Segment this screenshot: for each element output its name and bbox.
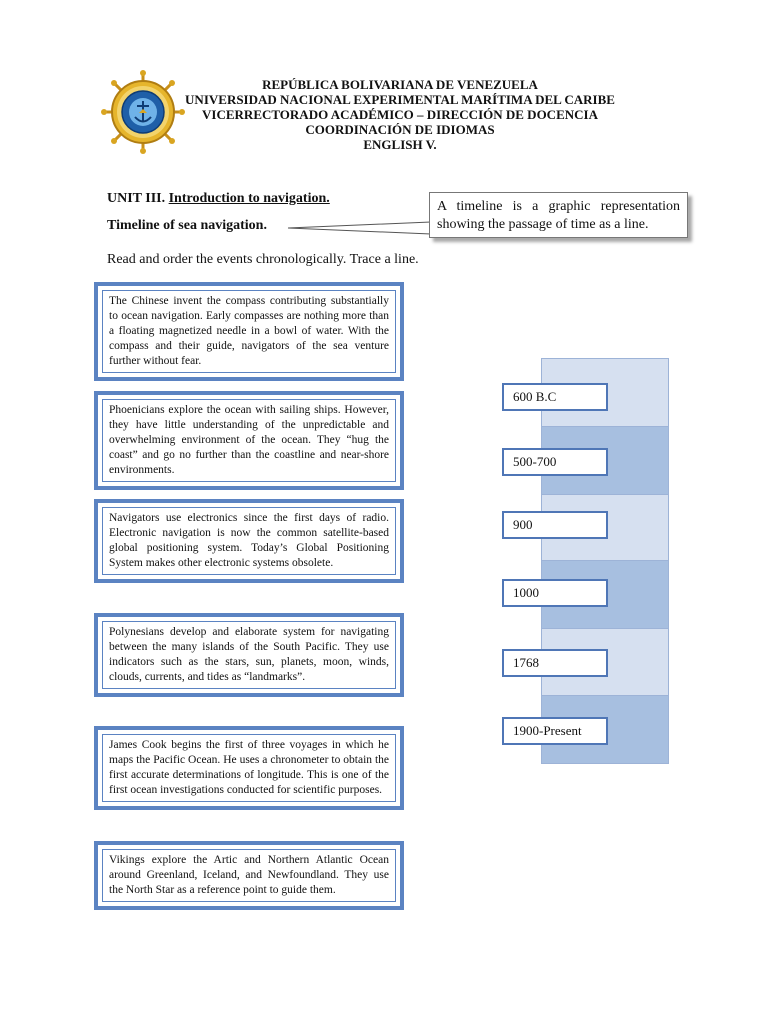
event-box-phoenicians — [94, 391, 404, 490]
event-box-polynesians — [94, 613, 404, 697]
date-label-600bc[interactable]: 600 B.C — [502, 383, 608, 411]
unit-heading — [107, 191, 330, 207]
event-text: Polynesians develop and elaborate system for navigating between the many islands of the South Pacific. They use indicators such as the stars, sun, planets, moon, winds, clouds, currents, and tides as “landmarks”. — [102, 621, 396, 689]
date-label-900[interactable]: 900 — [502, 511, 608, 539]
header-line-course: ENGLISH V. — [363, 137, 437, 152]
event-text: James Cook begins the first of three voyages in which he maps the Pacific Ocean. He uses a chronometer to obtain the first accurate determinations of longitude. This is one of the first ocean investigations conducted for scientific purposes. — [102, 734, 396, 802]
event-box-electronics — [94, 499, 404, 583]
header-line-coordination: COORDINACIÓN DE IDIOMAS — [305, 122, 495, 137]
event-text: The Chinese invent the compass contributing substantially to ocean navigation. Early compasses are nothing more than a floating magnetized needle in a bowl of water. With the compass and their guide, navigators of the sea venture further without fear. — [102, 290, 396, 373]
callout-text: A timeline is a graphic representation showing the passage of time as a line. — [437, 199, 680, 232]
unit-title: Introduction to navigation. — [168, 191, 330, 206]
definition-callout — [429, 192, 688, 238]
event-box-vikings — [94, 841, 404, 910]
event-text: Vikings explore the Artic and Northern Atlantic Ocean around Greenland, Iceland, and Newfoundland. They use the North Star as a reference point to guide them. — [102, 849, 396, 902]
unit-number: UNIT III. — [107, 191, 166, 206]
event-text: Phoenicians explore the ocean with sailing ships. However, they have little understanding of the unpredictable and overwhelming environment of the ocean. They “hug the coast” and go no further than the coastline and near-shore environments. — [102, 399, 396, 482]
date-label-500-700[interactable]: 500-700 — [502, 448, 608, 476]
timeline-subtitle: Timeline of sea navigation. — [107, 218, 267, 233]
header-line-vice-rectorate: VICERRECTORADO ACADÉMICO – DIRECCIÓN DE DOCENCIA — [202, 107, 598, 122]
event-text: Navigators use electronics since the first days of radio. Electronic navigation is now the common satellite-based global positioning system. Today’s Global Positioning System makes other electronic systems obsolete. — [102, 507, 396, 575]
callout-pointer — [286, 216, 432, 240]
date-label-1768[interactable]: 1768 — [502, 649, 608, 677]
header-line-country: REPÚBLICA BOLIVARIANA DE VENEZUELA — [262, 77, 538, 92]
header-line-university: UNIVERSIDAD NACIONAL EXPERIMENTAL MARÍTIMA DEL CARIBE — [185, 92, 615, 107]
date-label-1000[interactable]: 1000 — [502, 579, 608, 607]
event-box-chinese — [94, 282, 404, 381]
event-box-james-cook — [94, 726, 404, 810]
instructions: Read and order the events chronologically. Trace a line. — [107, 252, 419, 267]
date-label-1900-present[interactable]: 1900-Present — [502, 717, 608, 745]
document-header — [160, 77, 640, 152]
